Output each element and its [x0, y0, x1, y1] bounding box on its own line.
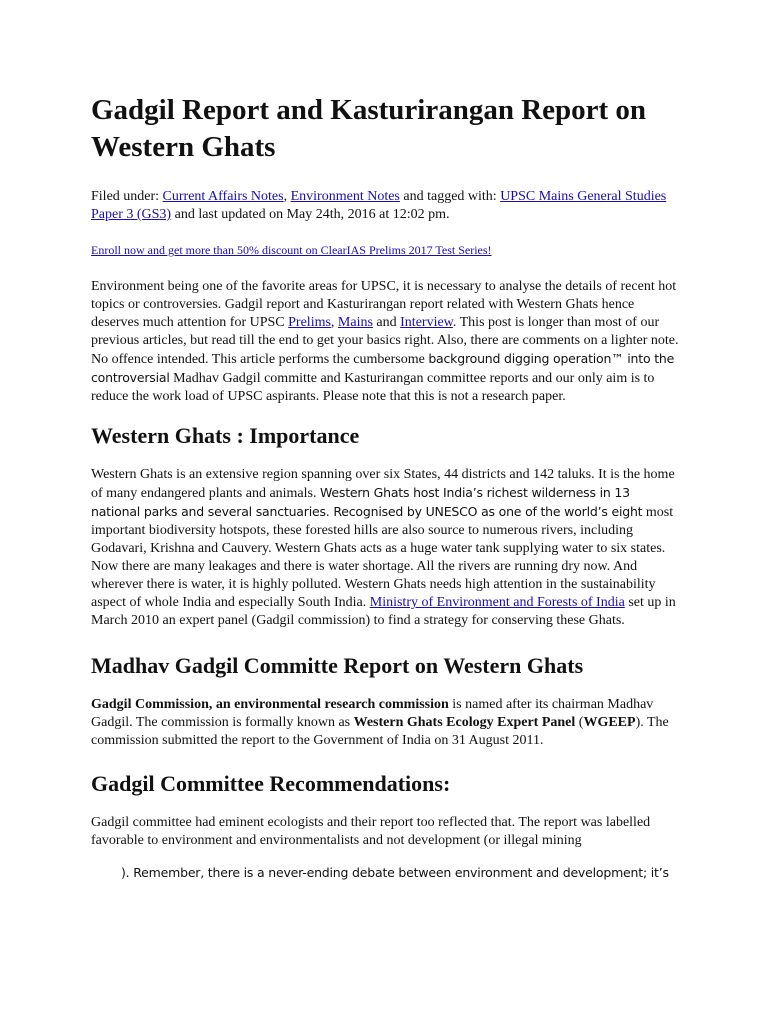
gadgil-text-1: is named after its chairman Madhav Gadgil. The commission is formally known as — [91, 697, 654, 730]
interview-link[interactable]: Interview — [400, 315, 453, 330]
tag-link-gs3[interactable]: UPSC Mains General Studies Paper 3 (GS3) — [91, 189, 667, 222]
mains-link[interactable]: Mains — [337, 315, 373, 330]
gadgil-bold-wgeep: WGEEP — [583, 715, 636, 730]
section-heading-gadgil-report: Madhav Gadgil Committe Report on Western Ghats — [91, 653, 584, 678]
article-title: Gadgil Report and Kasturirangan Report on Western Ghats — [91, 94, 647, 163]
promo-line — [91, 242, 681, 258]
gadgil-text-2: ( — [575, 715, 584, 730]
importance-text-a: Western Ghats is an extensive region spanning over six States, 44 districts and 142 taluks. It is the home of many endangered plants and animals. — [91, 467, 675, 501]
intro-text-d: Madhav Gadgil committe and Kasturirangan committee reports and our only aim is to reduce the work load of UPSC aspirants. Please note that this is not a research paper. — [91, 371, 655, 404]
category-link-current-affairs[interactable]: Current Affairs Notes — [162, 189, 284, 204]
meta-separator: , — [283, 189, 291, 204]
intro-sep: , — [330, 315, 338, 330]
meta-tagged-label: and tagged with: — [399, 189, 501, 204]
importance-text-d: set up in March 2010 an expert panel (Gadgil commission) to find a strategy for conserving these Ghats. — [91, 595, 676, 628]
recommendations-paragraph — [91, 814, 681, 850]
intro-and: and — [372, 315, 401, 330]
importance-text-b: Western Ghats host India’s richest wilderness in 13 national parks and several sanctuaries. Recognised by UNESCO as one of the world’s eight — [91, 485, 643, 519]
gadgil-paragraph — [91, 696, 681, 750]
gadgil-bold-wgeep-name: Western Ghats Ecology Expert Panel — [353, 715, 576, 730]
meta-filed-under-label: Filed under: — [91, 189, 163, 204]
article — [91, 92, 681, 901]
importance-text-c: most important biodiversity hotspots, these forested hills are also source to numerous rivers, including Godavari, Krishna and Cauvery. Western Ghats acts as a huge water tank supplying water to six states. Now there are many leakages and there is water shortage. All the rivers are running dry now. And wherever there is water, it is highly polluted. Western Ghats needs high attention in the sustainability aspect of whole India and especially South India. — [91, 505, 674, 610]
intro-text-a: Environment being one of the favorite areas for UPSC, it is necessary to analyse the details of recent hot topics or controversies. Gadgil report and Kasturirangan report related with Western Ghats hence deserves much attention for UPSC — [91, 279, 677, 330]
category-link-environment[interactable]: Environment Notes — [290, 189, 400, 204]
article-meta — [91, 188, 681, 224]
prelims-link[interactable]: Prelims — [288, 315, 331, 330]
recommendations-continuation — [91, 864, 681, 883]
intro-text-b: . This post is longer than most of our previous articles, but read till the end to get your basics right. Also, there are comments on a lighter note. No offence intended. This article performs the cumbersome — [91, 315, 679, 367]
recommendations-text-a: Gadgil committee had eminent ecologists and their report too reflected that. The report was labelled favorable to environment and environmentalists and not development (or illegal mining — [91, 815, 651, 848]
importance-paragraph — [91, 466, 681, 630]
gadgil-bold-commission: Gadgil Commission, an environmental research commission — [91, 697, 449, 712]
intro-paragraph — [91, 278, 681, 406]
recommendations-text-b: ). Remember, there is a never-ending debate between environment and development; it’s — [121, 865, 669, 880]
section-heading-recommendations: Gadgil Committee Recommendations: — [91, 771, 451, 796]
promo-link[interactable]: Enroll now and get more than 50% discount on ClearIAS Prelims 2017 Test Series! — [91, 243, 492, 257]
meta-updated-text: and last updated on May 24th, 2016 at 12:02 pm. — [171, 207, 450, 222]
intro-text-c: background digging operation™ into the controversial — [91, 351, 675, 385]
section-heading-importance: Western Ghats : Importance — [91, 423, 360, 448]
moef-link[interactable]: Ministry of Environment and Forests of India — [369, 595, 625, 610]
gadgil-text-3: ). The commission submitted the report to the Government of India on 31 August 2011. — [91, 715, 669, 748]
